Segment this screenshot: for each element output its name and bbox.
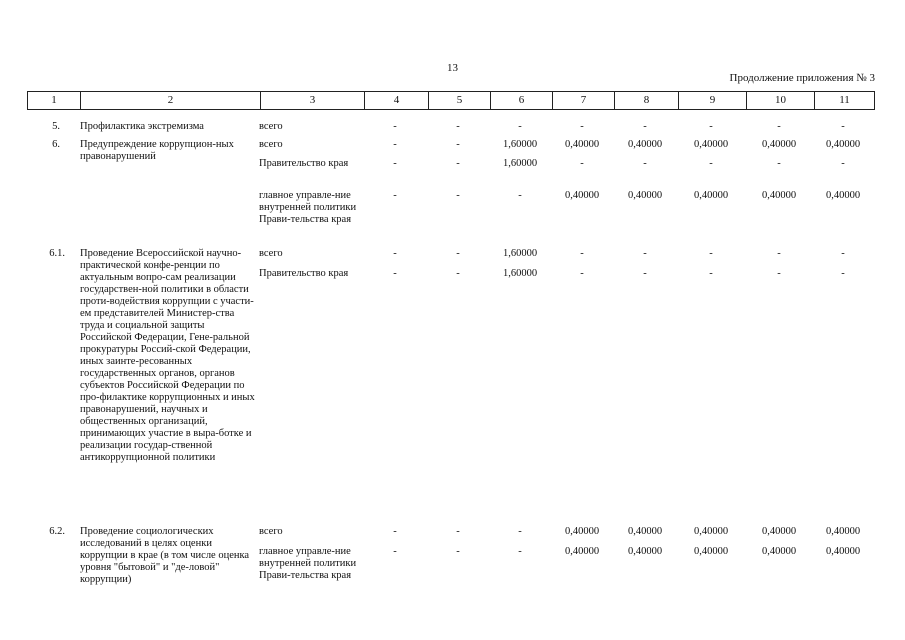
value-col8: - [643, 268, 647, 279]
value-col5: - [456, 248, 460, 259]
value-col5: - [456, 158, 460, 169]
value-col4: - [393, 121, 397, 132]
header-cell: 4 [364, 92, 428, 109]
value-col9: - [709, 121, 713, 132]
value-col10: - [777, 158, 781, 169]
value-col10: 0,40000 [761, 190, 797, 201]
value-col4: - [393, 158, 397, 169]
value-col11: 0,40000 [825, 526, 861, 537]
funding-source: Правительство края [259, 158, 349, 169]
value-col6: - [518, 526, 522, 537]
value-col10: 0,40000 [761, 546, 797, 557]
value-col9: 0,40000 [693, 139, 729, 150]
value-col11: 0,40000 [825, 190, 861, 201]
value-col4: - [393, 526, 397, 537]
row-number: 6.2. [49, 526, 65, 537]
value-col7: 0,40000 [564, 546, 600, 557]
value-col10: - [777, 121, 781, 132]
value-col6: 1,60000 [502, 268, 538, 279]
value-col7: - [580, 268, 584, 279]
funding-source: главное управле-ние внутренней политики Прави-тельства края [259, 546, 357, 581]
header-cell: 8 [614, 92, 678, 109]
row-name: Проведение социологических исследований в целях оценки коррупции в крае (в том числе оценка уровня "бытовой" и "де-ловой" коррупции) [80, 526, 250, 585]
value-col11: - [841, 248, 845, 259]
value-col6: 1,60000 [502, 139, 538, 150]
value-col7: - [580, 158, 584, 169]
header-cell: 7 [552, 92, 614, 109]
funding-source: Правительство края [259, 268, 349, 279]
value-col9: - [709, 158, 713, 169]
value-col11: - [841, 158, 845, 169]
row-name: Предупреждение коррупцион-ных правонарушений [80, 139, 234, 162]
value-col11: - [841, 268, 845, 279]
value-col4: - [393, 190, 397, 201]
header-cell: 2 [80, 92, 260, 109]
value-col8: - [643, 248, 647, 259]
row-name: Профилактика экстремизма [80, 121, 204, 132]
subtitle: Продолжение приложения № 3 [729, 72, 875, 84]
value-col7: 0,40000 [564, 526, 600, 537]
value-col6: 1,60000 [502, 158, 538, 169]
value-col5: - [456, 546, 460, 557]
value-col8: 0,40000 [627, 526, 663, 537]
value-col11: - [841, 121, 845, 132]
value-col5: - [456, 268, 460, 279]
value-col4: - [393, 248, 397, 259]
value-col11: 0,40000 [825, 546, 861, 557]
row-name: Проведение Всероссийской научно-практической конфе-ренции по актуальным вопро-сам реализации государствен-ной политики в области проти-водействия коррупции с участи-ем представителей Министер-ства труда и социальной защиты Российской Федерации, Гене-ральной прокуратуры Россий-ской Федерации, иных заинте-ресованных государственных органов, органов субъектов Российской Федерации по про-филактике коррупционных и иных правонарушений, научных и общественных организаций, принимающих участие в выра-ботке и реализации государ-ственной антикоррупционной политики [80, 248, 255, 463]
value-col7: - [580, 121, 584, 132]
value-col4: - [393, 139, 397, 150]
table-header-row [27, 91, 875, 110]
row-number: 5. [52, 121, 60, 132]
value-col7: 0,40000 [564, 190, 600, 201]
page-number: 13 [447, 62, 458, 74]
value-col8: 0,40000 [627, 139, 663, 150]
funding-source: всего [259, 248, 283, 259]
value-col5: - [456, 121, 460, 132]
value-col9: 0,40000 [693, 526, 729, 537]
row-number: 6.1. [49, 248, 65, 259]
value-col8: - [643, 158, 647, 169]
funding-source: всего [259, 121, 283, 132]
value-col5: - [456, 190, 460, 201]
header-cell: 9 [678, 92, 746, 109]
header-cell: 6 [490, 92, 552, 109]
value-col5: - [456, 526, 460, 537]
value-col10: 0,40000 [761, 526, 797, 537]
value-col6: 1,60000 [502, 248, 538, 259]
value-col6: - [518, 546, 522, 557]
value-col10: - [777, 248, 781, 259]
funding-source: главное управле-ние внутренней политики Прави-тельства края [259, 190, 357, 225]
value-col8: - [643, 121, 647, 132]
value-col6: - [518, 121, 522, 132]
funding-source: всего [259, 526, 283, 537]
value-col7: - [580, 248, 584, 259]
header-cell: 11 [814, 92, 874, 109]
value-col10: 0,40000 [761, 139, 797, 150]
value-col8: 0,40000 [627, 190, 663, 201]
value-col9: 0,40000 [693, 546, 729, 557]
value-col8: 0,40000 [627, 546, 663, 557]
value-col4: - [393, 268, 397, 279]
value-col4: - [393, 546, 397, 557]
value-col9: - [709, 268, 713, 279]
header-cell: 3 [260, 92, 364, 109]
header-cell: 1 [51, 94, 57, 106]
value-col7: 0,40000 [564, 139, 600, 150]
value-col9: - [709, 248, 713, 259]
header-cell: 10 [746, 92, 814, 109]
row-number: 6. [52, 139, 60, 150]
value-col5: - [456, 139, 460, 150]
header-cell: 5 [428, 92, 490, 109]
value-col6: - [518, 190, 522, 201]
value-col9: 0,40000 [693, 190, 729, 201]
funding-source: всего [259, 139, 283, 150]
value-col11: 0,40000 [825, 139, 861, 150]
value-col10: - [777, 268, 781, 279]
